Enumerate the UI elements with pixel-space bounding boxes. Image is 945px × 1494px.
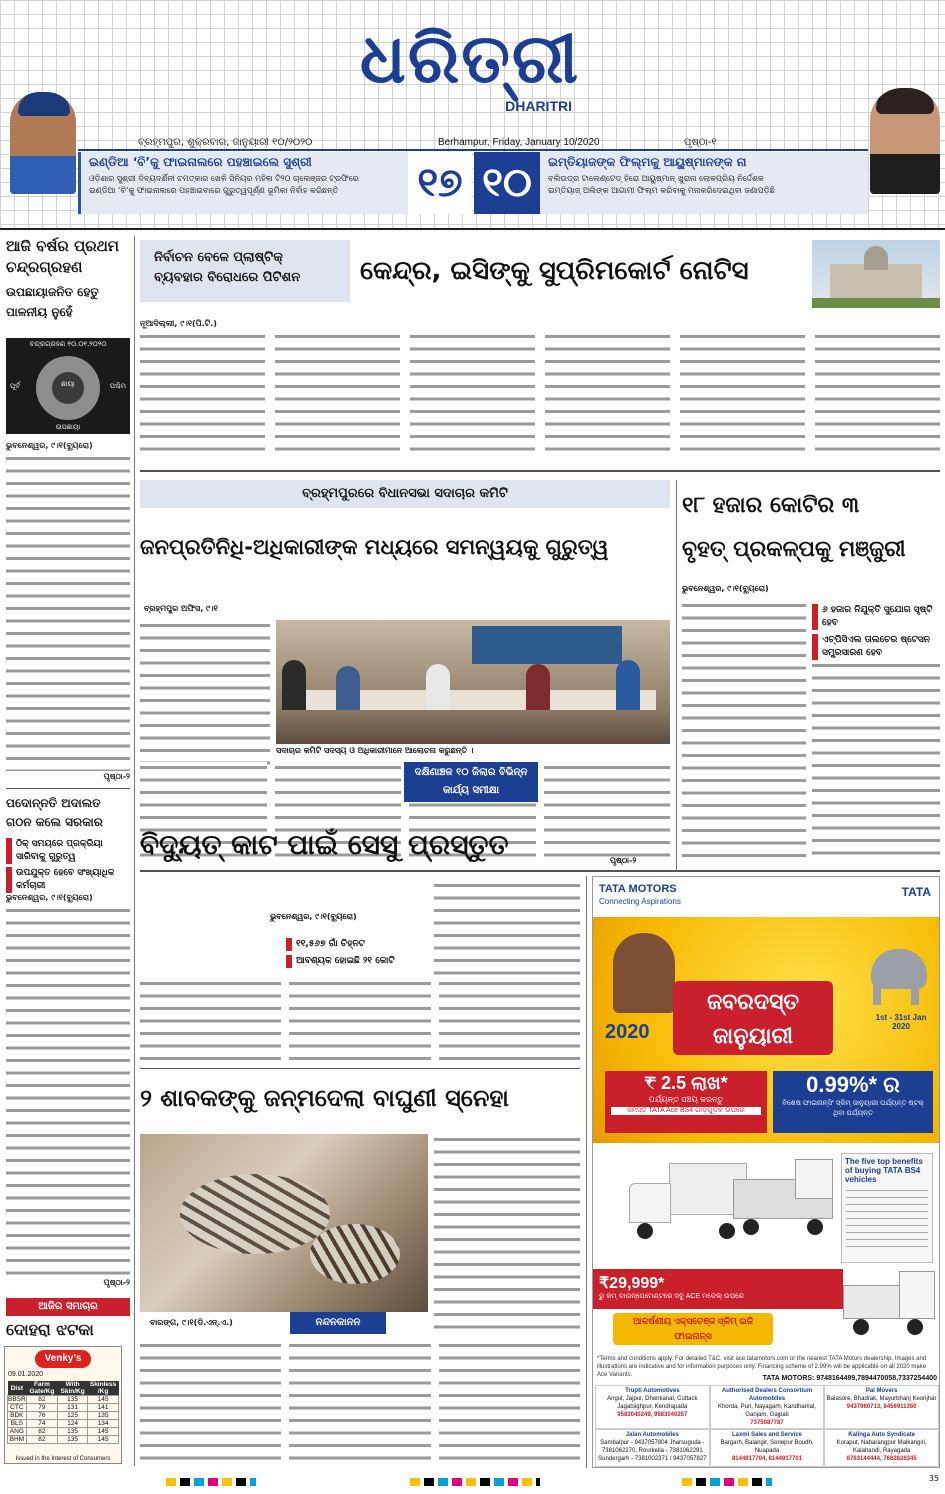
ad-rate-note: ବିଶେଷ ଫାଇନାନ୍ସିଂ ସ୍କିମ୍ ଜାନୁୟାରୀ ପର୍ଯ୍ୟନ୍ତ ଷ୍ଟକ୍ ଥିବା ପର୍ଯ୍ୟନ୍ତ (782, 1100, 924, 1117)
ad-dealer (595, 1429, 710, 1467)
supreme-court-photo (812, 240, 940, 308)
ad-disclaimer: *Terms and conditions apply. For detailed T&C, visit ace.tatamotors.com or the nearest TATA Motors dealership. Images and illustrations are indicative and for information purposes only. Financing scheme of 2.99% will be applicable on all 2020 make Ace Variants. (597, 1356, 927, 1378)
power-bullets (286, 938, 422, 968)
ad-dealer (595, 1385, 710, 1429)
ad-model-photo (613, 933, 675, 1013)
venkys-cell: 82 (26, 1396, 57, 1404)
ad-dealer-name: Pal Movers (865, 1388, 898, 1394)
projects-headline[interactable] (682, 484, 940, 572)
rule-left-1 (6, 788, 130, 789)
venkys-row (8, 1404, 119, 1412)
court-story-dateline: ନୂଆଦିଲ୍ଲୀ, ୯।୧(ପି.ଟି.) (140, 319, 217, 328)
venkys-cell: BBSR (8, 1396, 26, 1403)
assembly-photo-caption: ସଦାଚାର କମିଟି ସଦସ୍ୟ ଓ ଅଧିକାରୀମାନେ ଆଲୋଚନା କରୁଛନ୍ତି । (276, 746, 474, 755)
tiger-body-bottom (140, 1340, 580, 1462)
court-kicker: ନିର୍ବାଚନ ବେଳେ ପ୍ଲାଷ୍ଟିକ୍ ବ୍ୟବହାର ବିରୋଧରେ ପିଟିଶନ (140, 240, 350, 302)
eclipse-label-bottom: ଉପଛାୟା (55, 423, 81, 431)
venkys-row (8, 1420, 119, 1428)
projects-dateline: ଭୁବନେଶ୍ୱର, ୯।୧(ବ୍ୟୁରୋ) (682, 584, 769, 593)
venkys-cell: 74 (26, 1420, 57, 1428)
teaser-left-line2: ଇଣ୍ଡିଆ ‘ବି’କୁ ଫାଇନାଲରେ ପହଞ୍ଚାଇବାରେ ଗୁରୁତ୍ୱପୂର୍ଣ୍ଣ ଭୂମିକା ନିର୍ବାହ କରିଛନ୍ତି (89, 186, 339, 195)
venkys-cell: 125 (58, 1412, 88, 1420)
eclipse-head: ଆଜି ବର୍ଷର ପ୍ରଥମ ଚନ୍ଦ୍ରଗ୍ରହଣ (6, 237, 120, 276)
ad-dealer-grid (595, 1385, 939, 1467)
ad-dealer-name: Kalinga Auto Syndicate (848, 1432, 916, 1438)
venkys-col: Dist (10, 1384, 23, 1392)
assembly-pageref[interactable]: ପୃଷ୍ଠା-୨ (610, 856, 637, 865)
venkys-cell: 135 (58, 1428, 88, 1436)
rule-mid (140, 870, 940, 872)
ad-scheme: ଆକର୍ଷଣୀୟ ଏକ୍ସଚେଞ୍ଜ ସ୍କିମ୍ ଇଜି ଫାଇନାନ୍ସ (613, 1313, 773, 1345)
tiger-body-right (434, 1134, 580, 1334)
ad-price: ₹29,999* (599, 1275, 665, 1292)
venkys-header-row (8, 1381, 119, 1396)
teaser-right-pageref[interactable]: ୧୦ (474, 152, 540, 214)
teaser-left-pageref[interactable]: ୧୭ (408, 152, 472, 214)
court-pageref[interactable]: ପୃଷ୍ଠା-୨ (103, 1277, 130, 1287)
teaser-right[interactable] (540, 152, 868, 214)
eclipse-diagram (6, 338, 130, 434)
ad-dealer-addr: Balasore, Bhadrak, Mayurbhanj Keonjhar (826, 1396, 937, 1402)
ad-tagline: Connecting Aspirations (599, 897, 681, 906)
court-headline[interactable] (6, 794, 130, 832)
venkys-cell: 131 (58, 1404, 88, 1412)
assembly-headline[interactable]: ଜନପ୍ରତିନିଧି-ଅଧିକାରୀଙ୍କ ମଧ୍ୟରେ ସମନ୍ୱୟକୁ ଗୁରୁତ୍ୱ (140, 535, 609, 559)
ad-rate-box (773, 1071, 933, 1133)
power-bullet-2: ଆବଶ୍ୟକ ହୋଇଛି ୨୧ କୋଟି (286, 955, 422, 968)
ad-dealer-phone: 9437960713, 8456911350 (846, 1404, 917, 1410)
date-english: Berhampur, Friday, January 10/2020 (438, 137, 600, 148)
venkys-cell: 82 (26, 1436, 57, 1444)
projects-body-col1 (682, 600, 806, 862)
ad-dealer-phone: 8144917704, 8144917701 (731, 1456, 803, 1462)
eclipse-label-left: ପୂର୍ବ (10, 382, 21, 390)
venkys-cell: 141 (88, 1404, 119, 1412)
venkys-table (7, 1381, 119, 1444)
ad-price-note: ରୁ କମ୍ ଡାଉନ୍‌ପେମେଣ୍ଟରେ ସବୁ ACE ମଡେଲ୍ ଉପରେ (599, 1293, 744, 1300)
ad-cash-box (605, 1071, 767, 1133)
teaser-right-line2: ଇମ୍ତିୟାଜ୍ ଅଲିଙ୍କ ଆଗାମୀ ଫିଲ୍ମ କରିବାକୁ ମନାକରିଦେଇଥିବା ଜଣାପଡ଼ିଛି (548, 186, 775, 195)
rule-court-bottom (140, 470, 940, 472)
market-sub: ଦୋହରା ଝଟକା (6, 1320, 94, 1339)
ad-benefits-box (841, 1153, 933, 1263)
eclipse-label-top: ଚନ୍ଦ୍ରଗ୍ରହଣ ୧୦.୦୧.୨୦୨୦ (29, 340, 107, 348)
ad-dealer-phone: 7375087787 (750, 1420, 784, 1426)
court-sub: ଗଠନ କଲେ ସରକାର (6, 815, 103, 829)
projects-headline-1: ୧୮ ହଜାର କୋଟିର ୩ (682, 493, 860, 518)
footer-page-number: 35 (928, 1474, 939, 1483)
venkys-cell: 134 (88, 1420, 119, 1428)
venkys-cell: 79 (26, 1404, 57, 1412)
ad-benefits-title: The five top benefits of buying TATA BS4 vehicles (845, 1157, 923, 1184)
ad-dealer-name: Authorised Dealers Consortium Automobiles (721, 1388, 813, 1402)
venkys-row (8, 1436, 119, 1444)
projects-bullets (812, 604, 940, 660)
venkys-cell: BDK (8, 1412, 27, 1420)
court-bullet-1: ଠିକ୍ ସମୟରେ ପ୍ରକ୍ରିୟା ସାରିବାକୁ ଗୁରୁତ୍ୱ (6, 838, 130, 864)
ad-dealer-phone: 8763144444, 7682826345 (846, 1456, 917, 1462)
ad-offer-title: ଜବରଦସ୍ତ ଜାନୁୟାରୀ (673, 981, 833, 1055)
venkys-cell: ANG (8, 1428, 27, 1436)
ad-dealer-addr: Bargarh, Balangir, Sonepur Boudh, Nuapada (720, 1440, 814, 1454)
venkys-cell: 145 (88, 1436, 119, 1444)
ad-dealer-name: Laxmi Sales and Service (731, 1432, 803, 1438)
venkys-cell: 135 (58, 1396, 88, 1404)
power-bullet-1: ୧୧,୫୬୭ ଗାଁ ଚିହ୍ନଟ (286, 938, 422, 951)
ad-logo-right: TATA (901, 885, 931, 899)
venkys-col: With Skin/Kg (60, 1381, 85, 1395)
venkys-date: 09.01.2020 (8, 1371, 44, 1378)
logo-latin: DHARITRI (505, 98, 572, 114)
venkys-col: Farm Gate/Kg (29, 1381, 55, 1395)
assembly-callout: ଦକ୍ଷିଣାଞ୍ଚଳ ୧୦ ଜିଲାର ବିଭିନ୍ନ କାର୍ଯ୍ୟ ସମୀକ୍ଷା (404, 762, 538, 802)
col-divider-mid (676, 480, 677, 870)
court-head: ପଦୋନ୍ନତି ଅଦାଲତ (6, 796, 101, 810)
power-body (140, 978, 580, 1062)
date-bar (78, 136, 868, 150)
teaser-left-line1: ଓଡ଼ିଶାର ସୁଶ୍ରୀ ଦିବ୍ୟଦର୍ଶିନୀ ଚମତ୍କାର ଖେଳି ସିନିୟର ମହିଳା ଟି୨୦ ଚାଲେଞ୍ଜର ଟ୍ରଫିରେ (89, 174, 359, 183)
venkys-cell: BHM (8, 1436, 27, 1444)
venkys-footer: Issued in the Interest of Consumers (15, 1456, 111, 1462)
teaser-left[interactable] (78, 152, 408, 214)
power-dateline: ଭୁବନେଶ୍ୱର, ୯।୧(ବ୍ୟୁରୋ) (270, 912, 357, 921)
court-dateline: ଭୁବନେଶ୍ୱର, ୯।୧(ବ୍ୟୁରୋ) (6, 893, 93, 902)
venkys-cell: 82 (26, 1428, 57, 1436)
eclipse-headline[interactable] (6, 236, 130, 322)
tiger-dateline: ବାରଙ୍ଗ, ୯।୧(ଡି.ଏନ୍.ଏ.) (150, 1318, 233, 1327)
venkys-cell: 145 (88, 1428, 119, 1436)
rule-power-bottom (140, 1068, 580, 1069)
ad-year: 2020 (605, 1021, 650, 1043)
market-head: ଆଜିର ସମାଚାର (6, 1298, 130, 1316)
teaser-left-headline: ଇଣ୍ଡିଆ ‘ବି’କୁ ଫାଇନାଲରେ ପହଞ୍ଚାଇଲେ ସୁଶ୍ରୀ (89, 155, 312, 169)
venkys-col: Skinless /Kg (89, 1381, 117, 1395)
eclipse-center-label: ଛାୟା (61, 380, 75, 388)
venkys-cell: 135 (88, 1412, 119, 1420)
venkys-row (8, 1428, 119, 1436)
page-number: ପୃଷ୍ଠା-୧ (684, 137, 717, 148)
projects-bullet-1: ୬ ହଜାର ନିଯୁକ୍ତି ସୁଯୋଗ ସୃଷ୍ଟି ହେବ (812, 604, 940, 630)
venkys-box (4, 1346, 122, 1464)
projects-headline-2: ବୃହତ୍ ପ୍ରକଳ୍ପକୁ ମଞ୍ଜୁରୀ (682, 537, 906, 562)
ad-dealer-addr: Koraput, Nabarangpur Malkangiri, Kalahandi, Rayagada (836, 1440, 927, 1454)
court-story-body (140, 318, 940, 460)
masthead-bottom-rule (0, 228, 945, 230)
venkys-cell: BLS (8, 1420, 27, 1428)
projects-body-col2 (812, 660, 940, 862)
teaser-right-headline: ଇମ୍ତିୟାଜଙ୍କ ଫିଲ୍ମକୁ ଆୟୁଷ୍ମାନଙ୍କ ନା (548, 155, 747, 169)
date-bar-rule (78, 149, 868, 151)
ad-cash-note: ସମସ୍ତ TATA Ace BS4 ଗାଡ଼ିଗୁଡ଼ିକ ଉପରେ (611, 1107, 761, 1115)
tata-ad[interactable] (592, 876, 940, 1468)
ad-dealer (710, 1429, 825, 1467)
tiger-photo (140, 1134, 428, 1312)
ad-elephant-icon (865, 929, 931, 1005)
assembly-kicker: ବ୍ରହ୍ମପୁରରେ ବିଧାନସଭା ସଦାଚାର କମିଟି (140, 480, 670, 508)
power-body-right (434, 880, 580, 976)
col-divider-left (134, 236, 135, 1466)
tiger-headline[interactable]: ୨ ଶାବକଙ୍କୁ ଜନ୍ମଦେଲା ବାଘୁଣୀ ସ୍ନେହା (140, 1084, 509, 1112)
logo-odia: ଧରିତ୍ରୀ (359, 20, 581, 99)
teaser-right-line1: ବଲିଉଡ୍‌ର ଟାଲେଣ୍ଟେଡ୍ ହିରୋ ଆୟୁଷ୍ମାନ୍ ଖୁରାନା ଲୋକପ୍ରିୟ ନିର୍ଦ୍ଦେଶକ (548, 174, 764, 183)
power-headline[interactable]: ବିଦ୍ୟୁତ୍ କାଟ ପାଇଁ ସେସୁ ପ୍ରସ୍ତୁତ (140, 828, 509, 861)
venkys-logo: Venky's (35, 1350, 91, 1368)
ad-truck-2 (733, 1159, 833, 1239)
ad-date-range: 1st - 31st Jan 2020 (875, 1013, 927, 1031)
projects-bullet-2: ଏଚ୍‌ପିସିଏଲ ତାଲଚେର ଷ୍ଟେସନ ସମ୍ପ୍ରସାରଣ ହେବ (812, 634, 940, 660)
tiger-photo-tag: ନନ୍ଦନକାନନ (290, 1312, 386, 1334)
actor-photo (870, 88, 940, 194)
venkys-row (8, 1396, 119, 1404)
ad-cash-benefit: ₹ 2.5 ଲାଖ* (644, 1073, 728, 1093)
ad-dealer (824, 1429, 939, 1467)
ad-dealer-name: Trupti Automotives (625, 1388, 680, 1394)
eclipse-sub: ଉପଛାୟାଜନିତ ହେତୁ ପାଳନୀୟ ନୁହେଁ (6, 285, 99, 319)
venkys-cell: 76 (26, 1412, 57, 1420)
assembly-dateline: ବ୍ରହ୍ମପୁର ଅଫିସ, ୯।୧ (144, 604, 218, 613)
ad-truck-1 (629, 1163, 747, 1241)
ad-dealer-addr: Angul, Jajpur, Dhenkanal, Cuttack Jagatsighpur, Kendrapada (607, 1396, 698, 1410)
ad-cash-sub: ପର୍ଯ୍ୟନ୍ତ ସଞ୍ଚୟ କରନ୍ତୁ (648, 1095, 724, 1104)
ad-dealer-addr: Sambalpur - 9437057804 Jharsuguda - 7381062270, Rourkella - 7381062291 Sundergarh - 7381002371 / 9437057827 (598, 1440, 707, 1462)
eclipse-body (6, 440, 130, 784)
ad-phones: TATA MOTORS: 9748164499,7894470058,7337254400 (762, 1375, 937, 1382)
ad-dealer-name: Jalan Automobiles (625, 1432, 679, 1438)
eclipse-label-right: ପଶ୍ଚିମ (109, 382, 126, 390)
eclipse-dateline: ଭୁବନେଶ୍ୱର, ୯।୧(ବ୍ୟୁରୋ) (6, 441, 93, 450)
assembly-body-col1 (140, 620, 270, 770)
venkys-row (8, 1412, 119, 1420)
venkys-cell: 124 (58, 1420, 88, 1428)
eclipse-pageref[interactable]: ପୃଷ୍ଠା-୨ (103, 771, 130, 781)
ad-dealer-phone: 9583040249, 9583040257 (617, 1412, 688, 1418)
date-odia: ବ୍ରହ୍ମପୁର, ଶୁକ୍ରବାର, ଜାନୁୟାରୀ ୧୦/୨୦୨୦ (138, 137, 313, 148)
ad-dealer (710, 1385, 825, 1429)
venkys-cell: 145 (88, 1396, 119, 1404)
ad-dealer-addr: Khorda, Puri, Nayagarh, Kandhamal, Ganjam, Gajpati (717, 1404, 817, 1418)
venkys-cell: 135 (58, 1436, 88, 1444)
ad-dealer (824, 1385, 939, 1429)
player-photo (10, 92, 76, 194)
assembly-meeting-photo (276, 620, 670, 744)
ad-brand: TATA MOTORS (599, 883, 677, 895)
masthead-logo (320, 12, 620, 132)
court-headline-main[interactable]: କେନ୍ଦ୍ର, ଇସିଙ୍କୁ ସୁପ୍ରିମକୋର୍ଟ ନୋଟିସ (360, 256, 749, 286)
ad-truck-3 (843, 1257, 935, 1343)
court-body (6, 892, 130, 1292)
court-bullets (6, 838, 130, 893)
venkys-cell: CTC (8, 1404, 27, 1412)
col-divider-ad (586, 876, 587, 1468)
ad-price-bar (593, 1269, 843, 1309)
court-bullet-2: ଉପଯୁକ୍ତ ହେବେ ସଂଖ୍ୟାଧିକ କର୍ମଚାରୀ (6, 867, 130, 893)
footer-marks (0, 1472, 945, 1494)
ad-rate: 0.99%* ର (806, 1072, 900, 1097)
